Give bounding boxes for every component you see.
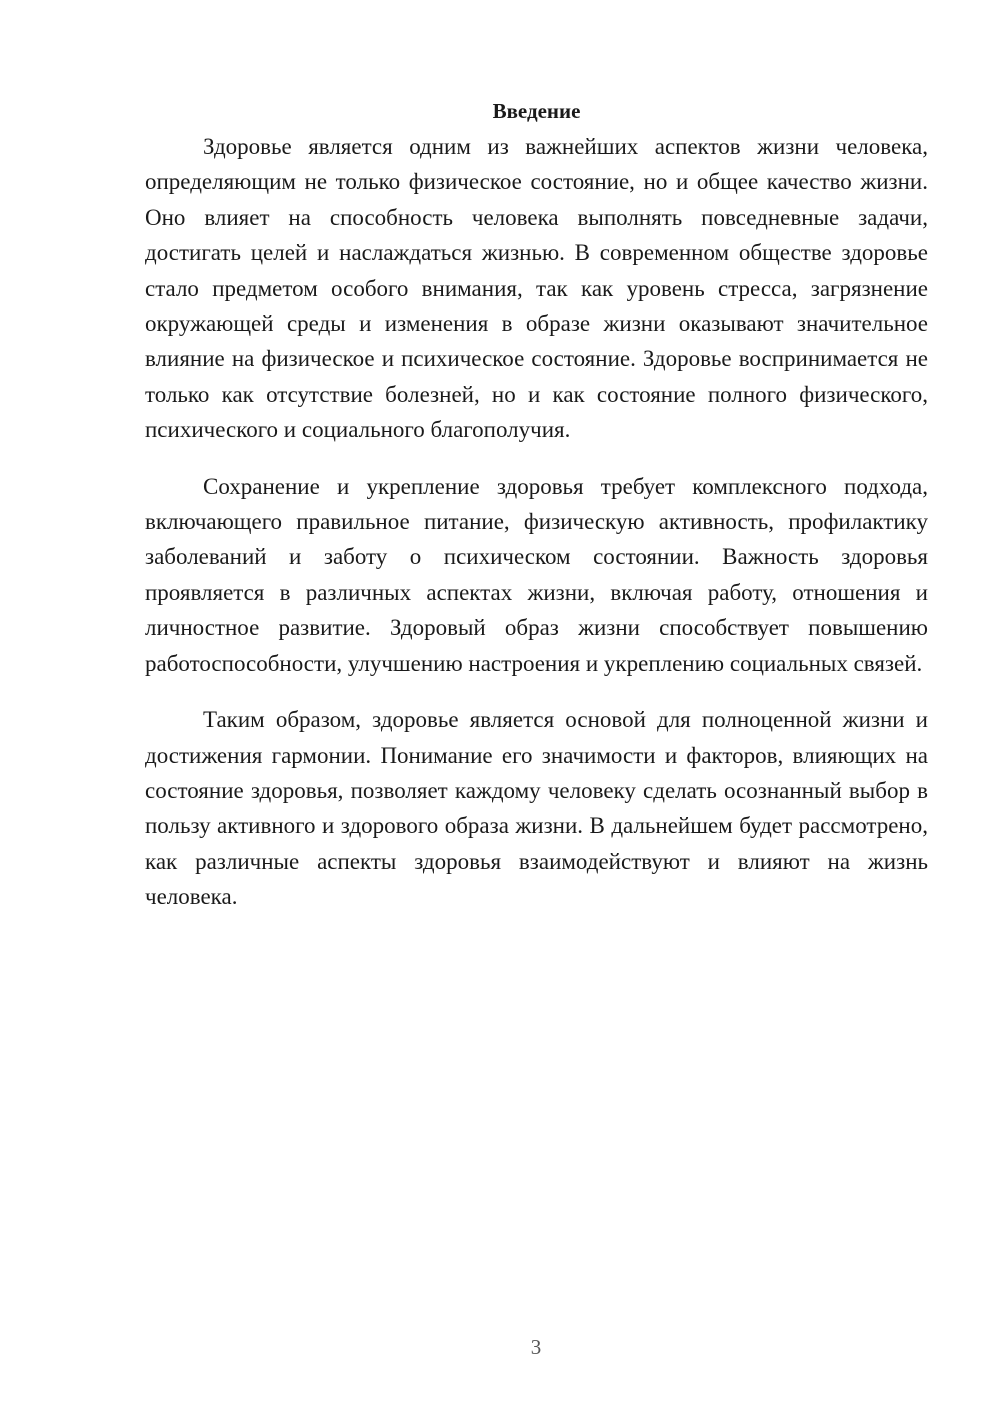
- page-content: [145, 94, 928, 915]
- page-number: 3: [530, 1335, 542, 1359]
- paragraph-3: Таким образом, здоровье является основой для полноценной жизни и достижения гармонии. Понимание его значимости и факторов, влияющих на состояние здоровья, позволяет каждому человеку сделать осознанный выбор в пользу активного и здорового образа жизни. В дальнейшем будет рассмотрено, как различные аспекты здоровья взаимодействуют и влияют на жизнь человека.: [145, 707, 928, 910]
- paragraph-2: Сохранение и укрепление здоровья требует комплексного подхода, включающего правильное питание, физическую активность, профилактику заболеваний и заботу о психическом состоянии. Важность здоровья проявляется в различных аспектах жизни, включая работу, отношения и личностное развитие. Здоровый образ жизни способствует повышению работоспособности, улучшению настроения и укреплению социальных связей.: [145, 473, 928, 676]
- section-title: Введение: [492, 99, 581, 123]
- paragraph-1: Здоровье является одним из важнейших аспектов жизни человека, определяющим не только физическое состояние, но и общее качество жизни. Оно влияет на способность человека выполнять повседневные задачи, достигать целей и наслаждаться жизнью. В современном обществе здоровье стало предметом особого внимания, так как уровень стресса, загрязнение окружающей среды и изменения в образе жизни оказывают значительное влияние на физическое и психическое состояние. Здоровье воспринимается не только как отсутствие болезней, но и как состояние полного физического, психического и социального благополучия.: [145, 134, 928, 443]
